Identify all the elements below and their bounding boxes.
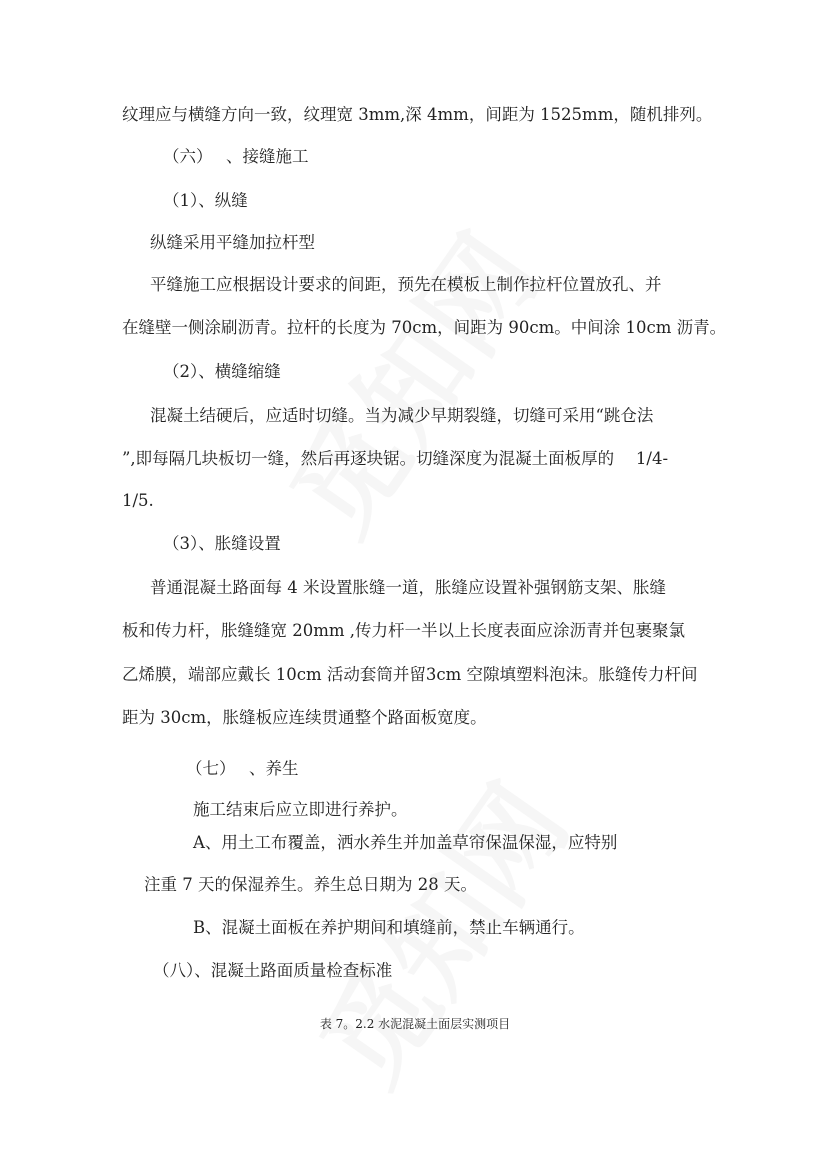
paragraph-line: 板和传力杆，胀缝缝宽 20mm ,传力杆一半以上长度表面应涂沥青并包裹聚氯 bbox=[122, 621, 686, 640]
paragraph-line: 施工结束后应立即进行养护。 bbox=[193, 800, 408, 819]
paragraph-line: 纵缝采用平缝加拉杆型 bbox=[150, 233, 315, 252]
paragraph-line: 平缝施工应根据设计要求的间距，预先在模板上制作拉杆位置放孔、并 bbox=[150, 275, 662, 294]
watermark bbox=[275, 218, 554, 551]
subsection-heading: （1）、纵缝 bbox=[163, 191, 248, 210]
paragraph-line: 混凝土结硬后，应适时切缝。当为减少早期裂缝，切缝可采用“跳仓法 bbox=[150, 406, 654, 425]
paragraph-line: 距为 30cm，胀缝板应连续贯通整个路面板宽度。 bbox=[122, 708, 487, 727]
section-heading: （七） 、养生 bbox=[186, 759, 299, 778]
paragraph-line: 普通混凝土路面每 4 米设置胀缝一道，胀缝应设置补强钢筋支架、胀缝 bbox=[150, 578, 666, 597]
paragraph-line: 乙烯膜，端部应戴长 10cm 活动套筒并留3cm 空隙填塑料泡沫。胀缝传力杆间 bbox=[122, 665, 698, 684]
subsection-heading: （3）、胀缝设置 bbox=[163, 534, 281, 553]
subsection-heading: （2）、横缝缩缝 bbox=[163, 362, 281, 381]
table-caption: 表 7。2.2 水泥混凝土面层实测项目 bbox=[319, 1017, 511, 1031]
paragraph-line: B、混凝土面板在养护期间和填缝前，禁止车辆通行。 bbox=[193, 918, 585, 937]
paragraph-line: 纹理应与横缝方向一致，纹理宽 3mm,深 4mm，间距为 1525mm，随机排列。 bbox=[122, 105, 713, 124]
section-heading: （六） 、接缝施工 bbox=[163, 147, 309, 166]
paragraph-line: 注重 7 天的保湿养生。养生总日期为 28 天。 bbox=[144, 875, 477, 894]
paragraph-line: ”,即每隔几块板切一缝，然后再逐块锯。切缝深度为混凝土面板厚的 1/4- bbox=[122, 449, 669, 468]
paragraph-line: 1/5. bbox=[122, 491, 154, 510]
paragraph-line: 在缝壁一侧涂刷沥青。拉杆的长度为 70cm，间距为 90cm。中间涂 10cm 沥青。 bbox=[122, 318, 727, 337]
section-heading: （八）、混凝土路面质量检查标准 bbox=[153, 961, 393, 980]
paragraph-line: A、用土工布覆盖，洒水养生并加盖草帘保温保湿，应特别 bbox=[193, 833, 618, 852]
